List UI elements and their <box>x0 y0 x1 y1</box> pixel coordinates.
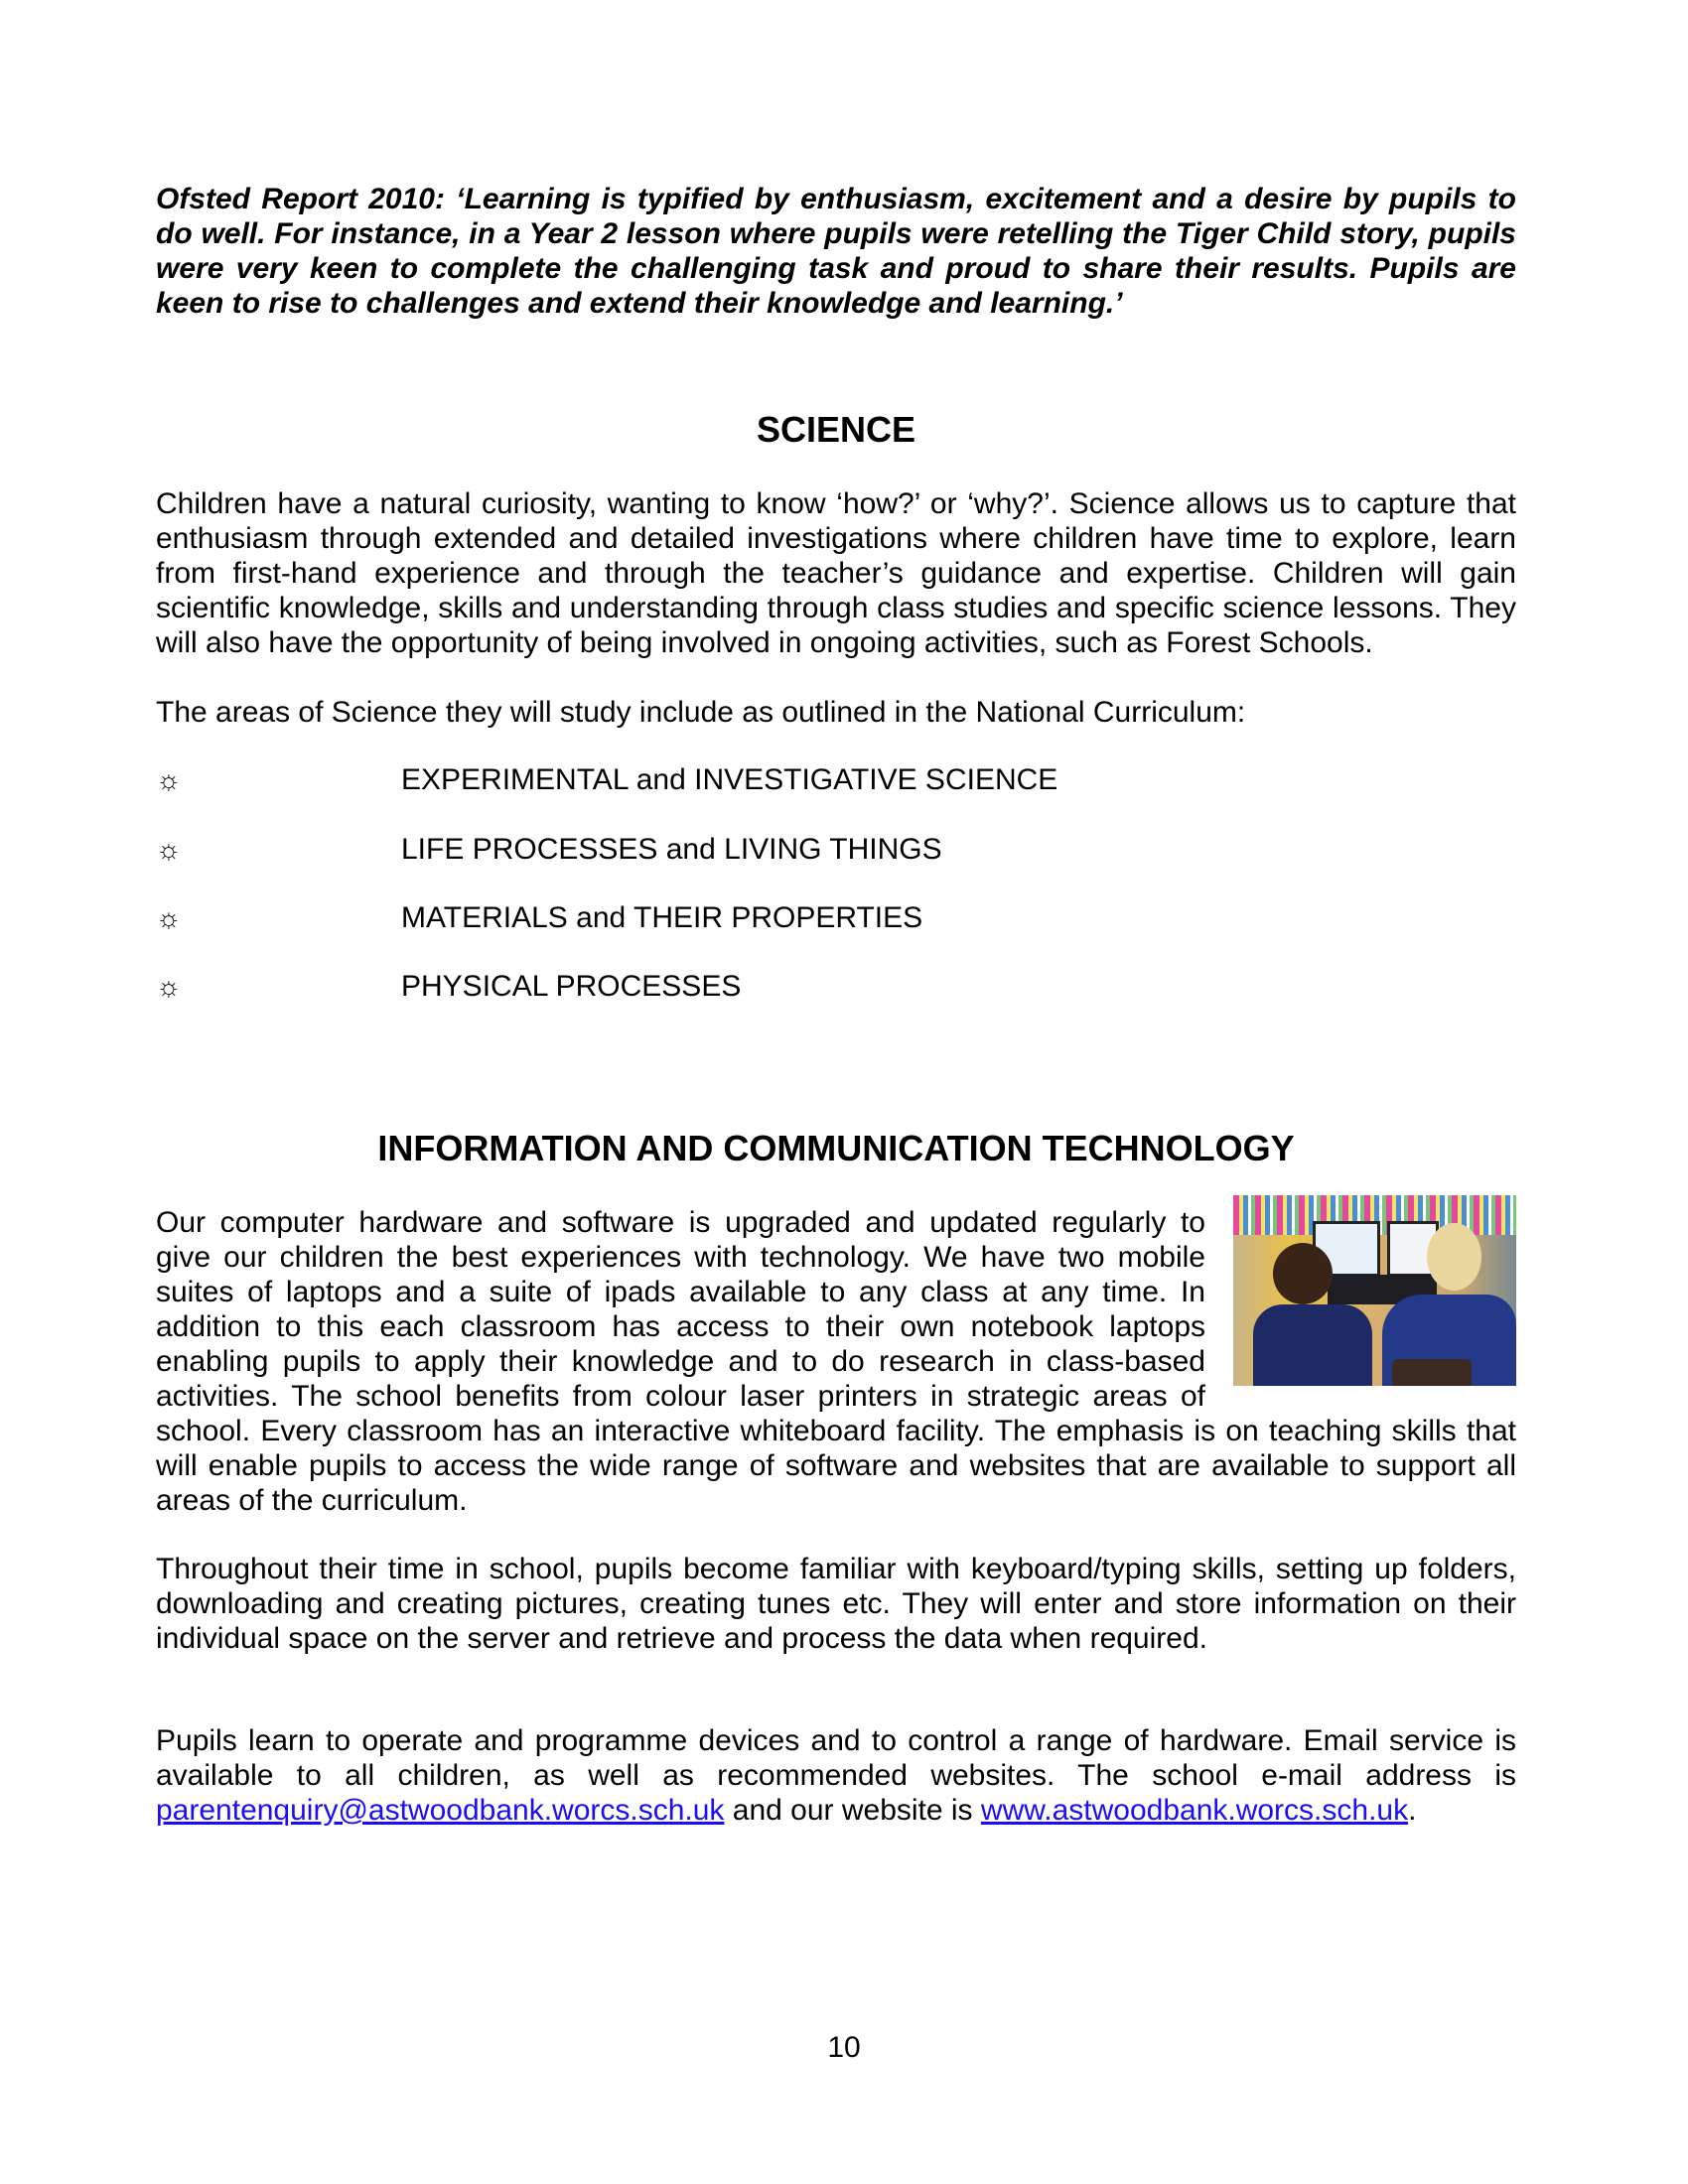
ict-paragraph-3 <box>156 1723 1516 1828</box>
sun-bullet-icon: ☼ <box>156 764 182 795</box>
sun-bullet-icon: ☼ <box>156 834 182 865</box>
area-label: MATERIALS and THEIR PROPERTIES <box>401 901 923 934</box>
science-area-item <box>156 969 1516 1004</box>
area-label: LIFE PROCESSES and LIVING THINGS <box>401 833 942 866</box>
area-label: PHYSICAL PROCESSES <box>401 970 742 1003</box>
ict-paragraph-1-text: Our computer hardware and software is upgraded and updated regularly to give our children the best experiences with technology. We have two mobile suites of laptops and a suite of ipads available to any class at any time. In addition to this each classroom has access to their own notebook laptops enabling pupils to apply their knowledge and to do research in class-based activities. The school benefits from colour laser printers in strategic areas of school. Every classroom has an interactive whiteboard facility. The emphasis is on teaching skills that will enable pupils to access the wide range of software and websites that are available to support all areas of the curriculum. <box>156 1206 1516 1517</box>
sun-bullet-icon: ☼ <box>156 902 182 933</box>
science-area-item <box>156 762 1516 797</box>
ict-heading: INFORMATION AND COMMUNICATION TECHNOLOGY <box>377 1128 1295 1168</box>
website-link[interactable]: www.astwoodbank.worcs.sch.uk <box>980 1794 1409 1827</box>
ofsted-quote: Ofsted Report 2010: ‘Learning is typified by enthusiasm, excitement and a desire by pupils to do well. For instance, in a Year 2 lesson where pupils were retelling the Tiger Child story, pupils were very keen to complete the challenging task and proud to share their results. Pupils are keen to rise to challenges and extend their knowledge and learning.’ <box>156 183 1516 320</box>
science-areas-intro: The areas of Science they will study include as outlined in the National Curriculum: <box>156 696 1246 729</box>
science-heading: SCIENCE <box>756 409 916 450</box>
ict-paragraph-2: Throughout their time in school, pupils become familiar with keyboard/typing skills, setting up folders, downloading and creating pictures, creating tunes etc. They will enter and store information on their individual space on the server and retrieve and process the data when required. <box>156 1553 1516 1655</box>
ict-paragraph-3-text: . <box>1408 1794 1417 1827</box>
science-intro: Children have a natural curiosity, wanting to know ‘how?’ or ‘why?’. Science allows us to capture that enthusiasm through extended and detailed investigations where children have time to explore, learn from first-hand experience and through the teacher’s guidance and expertise. Children will gain scientific knowledge, skills and understanding through class studies and specific science lessons. They will also have the opportunity of being involved in ongoing activities, such as Forest Schools. <box>156 487 1516 659</box>
ict-paragraph-3-text: Pupils learn to operate and programme devices and to control a range of hardware. Email service is available to all children, as well as recommended websites. The school e-mail address is <box>156 1724 1516 1792</box>
page-number: 10 <box>827 2031 861 2064</box>
science-area-item <box>156 900 1516 935</box>
sun-bullet-icon: ☼ <box>156 971 182 1002</box>
area-label: EXPERIMENTAL and INVESTIGATIVE SCIENCE <box>401 763 1058 796</box>
ict-paragraph-3-text: and our website is <box>724 1794 981 1827</box>
science-area-item <box>156 832 1516 867</box>
children-using-laptops-photo <box>1233 1195 1516 1386</box>
email-link[interactable]: parentenquiry@astwoodbank.worcs.sch.uk <box>156 1794 725 1827</box>
ict-paragraph-1 <box>156 1205 1516 1518</box>
